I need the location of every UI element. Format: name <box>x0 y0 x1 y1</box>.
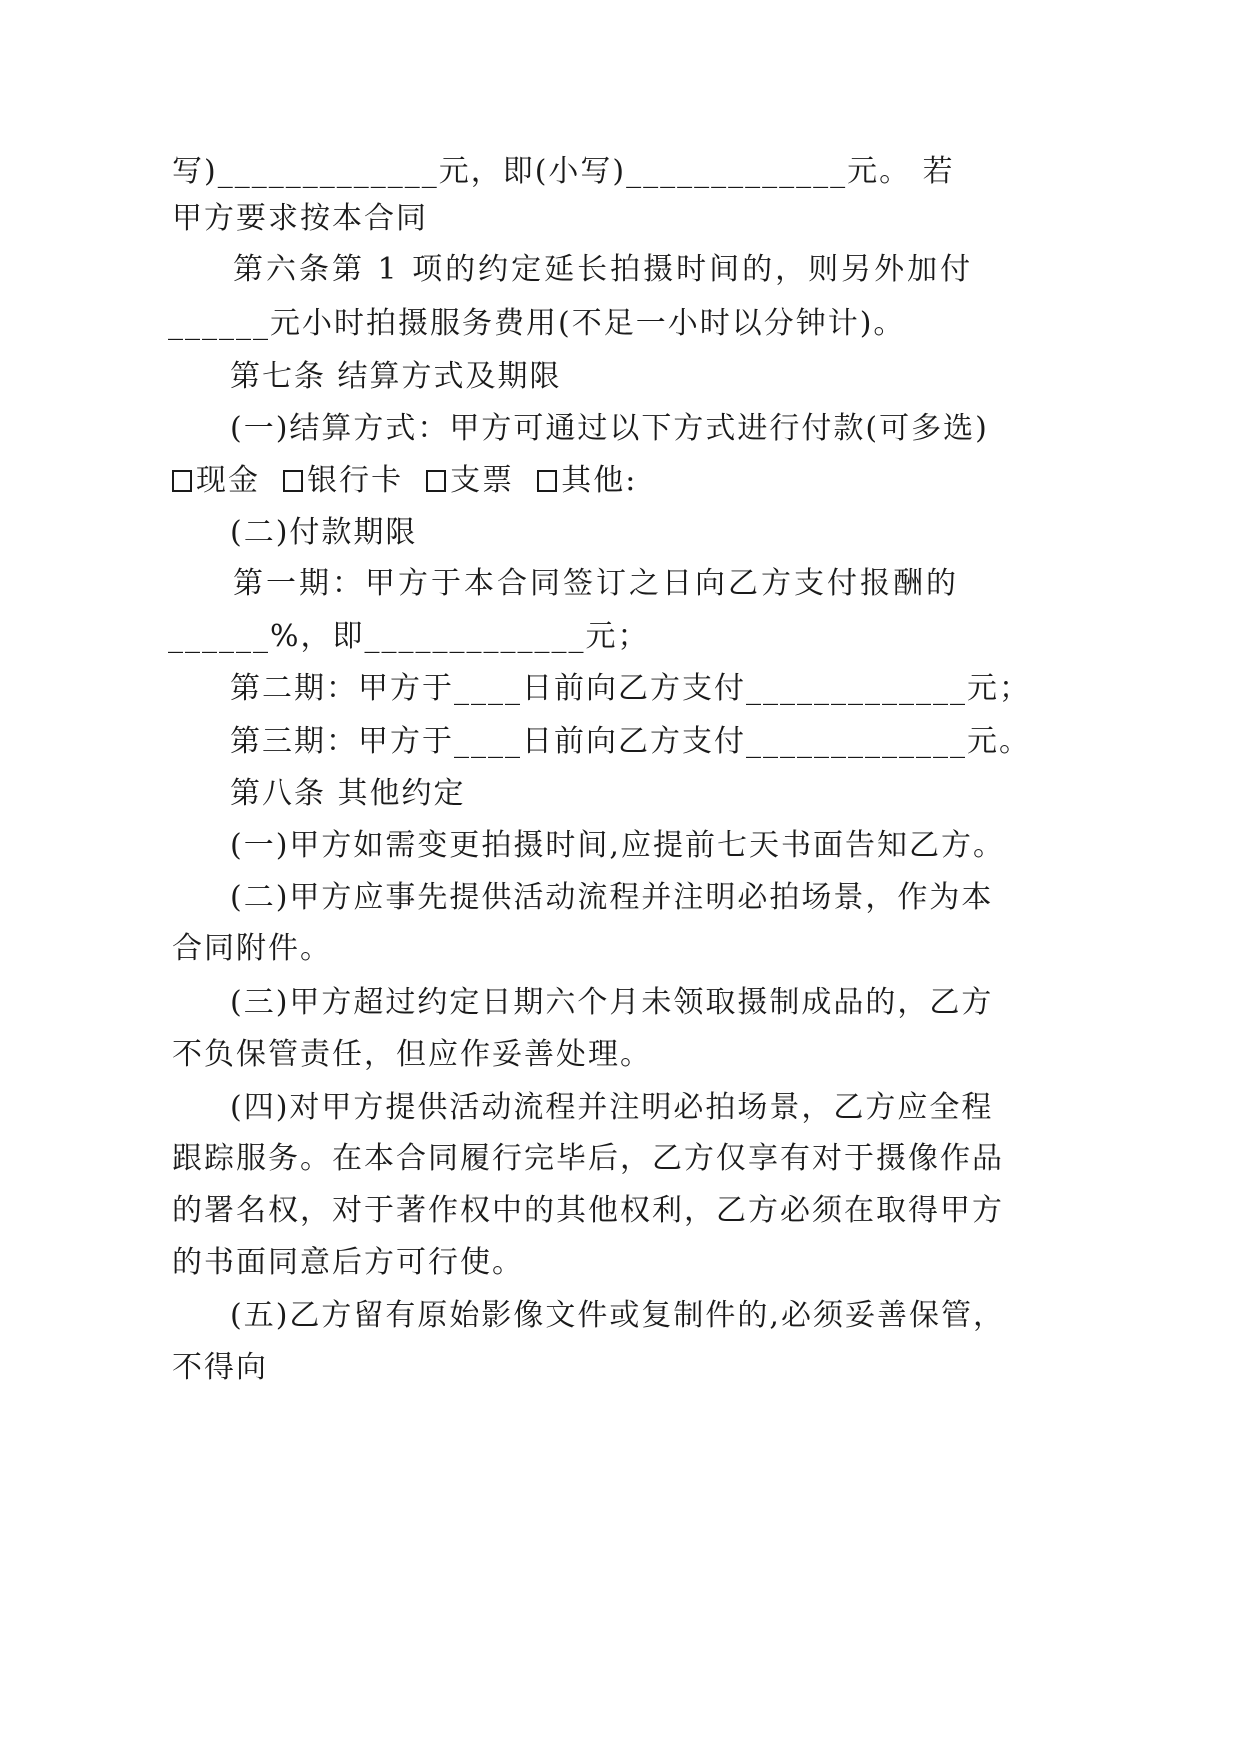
text-line: (一)结算方式：甲方可通过以下方式进行付款(可多选) <box>230 411 989 446</box>
text-line: 不负保管责任，但应作妥善处理。 <box>172 1037 652 1072</box>
text-line: 写)_____________元，即(小写)_____________元。 若 <box>172 154 955 189</box>
text-line: ______%，即_____________元； <box>168 619 650 654</box>
text-line: (三)甲方超过约定日期六个月未领取摄制成品的，乙方 <box>230 985 994 1020</box>
text-line: 甲方要求按本合同 <box>172 201 428 236</box>
text-line: 的署名权，对于著作权中的其他权利，乙方必须在取得甲方 <box>172 1193 1004 1228</box>
text-line: 第一期：甲方于本合同签订之日向乙方支付报酬的 <box>233 566 959 601</box>
text-line: (五)乙方留有原始影像文件或复制件的,必须妥善保管， <box>230 1298 1005 1333</box>
payment-option[interactable]: 其他: <box>537 461 637 501</box>
payment-option[interactable]: 现金 <box>172 461 260 501</box>
checkbox-icon <box>537 470 557 492</box>
text-line: 第六条第 1 项的约定延长拍摄时间的，则另外加付 <box>233 252 974 287</box>
text-line: (一)甲方如需变更拍摄时间,应提前七天书面告知乙方。 <box>230 828 1005 863</box>
text-line: (二)甲方应事先提供活动流程并注明必拍场景，作为本 <box>230 880 994 915</box>
payment-options <box>172 461 1241 501</box>
text-line: 不得向 <box>172 1350 268 1385</box>
payment-option[interactable]: 银行卡 <box>283 461 403 501</box>
text-line: (二)付款期限 <box>230 515 418 550</box>
checkbox-icon <box>283 470 303 492</box>
text-line: 的书面同意后方可行使。 <box>172 1245 524 1280</box>
text-line: 合同附件。 <box>172 931 332 966</box>
text-line: 第三期：甲方于____日前向乙方支付_____________元。 <box>230 724 1031 759</box>
payment-option[interactable]: 支票 <box>426 461 514 501</box>
checkbox-icon <box>426 470 446 492</box>
checkbox-icon <box>172 470 192 492</box>
section-heading: 第七条 结算方式及期限 <box>230 359 562 394</box>
text-line: 第二期：甲方于____日前向乙方支付_____________元； <box>230 671 1031 706</box>
text-line: (四)对甲方提供活动流程并注明必拍场景，乙方应全程 <box>230 1090 994 1125</box>
text-line: ______元小时拍摄服务费用(不足一小时以分钟计)。 <box>168 306 906 341</box>
section-heading: 第八条 其他约定 <box>230 776 466 811</box>
text-line: 跟踪服务。在本合同履行完毕后，乙方仅享有对于摄像作品 <box>172 1141 1004 1176</box>
